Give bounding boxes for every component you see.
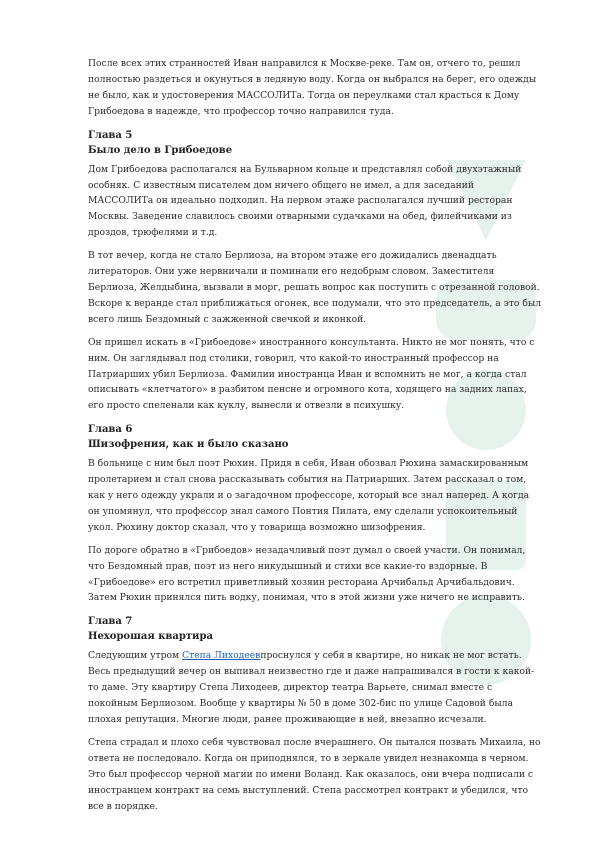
- intro-paragraph: После всех этих странностей Иван направился к Москве-реке. Там он, отчего то, решил полностью раздеться и окунуться в ледяную воду. Когда он выбрался на берег, его одежды не было, как и удостоверения МАССОЛИТа. Тогда он переулками стал красться к Дому Грибоедова в надежде, что профессор точно направился туда.: [88, 58, 537, 117]
- chapter-6-paragraph-2: По дороге обратно в «Грибоедов» незадачливый поэт думал о своей участи. Он понимал, что Бездомный прав, поэт из него никудышный и стихи все какие-то вздорные. В «Грибоедове» его встретил приветливый хозяин ресторана Арчибальд Арчибальдович. Затем Рюхин принялся пить водку, понимая, что в этой жизни уже ничего не исправить.: [88, 544, 526, 604]
- chapter-5-paragraph-1: Дом Грибоедова располагался на Бульварном кольце и представлял собой двухэтажный особняк. С известным писателем дом ничего общего не имел, а для заседаний МАССОЛИТа он идеально подходил. На первом этаже располагался лучший ресторан Москвы. Заведение славилось своими отварными судачками на обед, филейчиками из дроздов, трюфелями и т.д.: [88, 163, 522, 239]
- chapter-6-label: Глава 6: [88, 424, 133, 436]
- chapter-5-paragraph-3: Он пришел искать в «Грибоедове» иностранного консультанта. Никто не мог понять, что с ним. Он заглядывал под столики, говорил, что какой-то иностранный профессор на Патриарших убил Берлиоза. Фамилии иностранца Иван и вспомнить не мог, а когда стал описывать «клетчатого» в разбитом пенсне и огромного кота, ходящего на задних лапах, его просто спеленали как куклу, вынесли и отвезли в психушку.: [88, 336, 535, 412]
- chapter-6-title: Шизофрения, как и было сказано: [88, 439, 289, 451]
- stepa-likhodeev-link[interactable]: Степа Лиходеев: [182, 650, 261, 662]
- chapter-7-label: Глава 7: [88, 616, 133, 628]
- chapter-7-paragraph-2: Степа страдал и плохо себя чувствовал после вчерашнего. Он пытался позвать Михаила, но ответа не последовало. Когда он приподнялся, то в зеркале увидел незнакомца в черном. Это был профессор черной магии по имени Воланд. Как оказалось, они вчера подписали с иностранцем контракт на семь выступлений. Степа рассмотрел контракт и убедился, что все в порядке.: [88, 736, 541, 812]
- chapter-6-paragraph-1: В больнице с ним был поэт Рюхин. Придя в себя, Иван обозвал Рюхина замаскированным пролетарием и стал снова рассказывать события на Патриарших. Затем рассказал о том, как у него одежду украли и о загадочном профессоре, который все знал наперед. А когда он упомянул, что профессор знал самого Понтия Пилата, ему сделали успокоительный укол. Рюхину доктор сказал, что у товарища возможно шизофрения.: [88, 458, 530, 533]
- chapter-5-paragraph-2: В тот вечер, когда не стало Берлиоза, на втором этаже его дожидались двенадцать литераторов. Они уже нервничали и поминали его недобрым словом. Заместителя Берлиоза, Желдыбина, вызвали в морг, решать вопрос как поступить с отрезанной головой. Вскоре к веранде стал приближаться огонек, все подумали, что это председатель, а это был всего лишь Бездомный с зажженной свечкой и иконкой.: [88, 250, 542, 325]
- chapter-7-paragraph-1: [88, 648, 542, 728]
- chapter-7-title: Нехорошая квартира: [88, 631, 213, 643]
- chapter-5-title: Было дело в Грибоедове: [88, 144, 233, 156]
- chapter-7-paragraph-1-start: Следующим утром: [88, 650, 183, 662]
- chapter-7-paragraph-1-rest: проснулся у себя в квартире, но никак не мог встать. Весь предыдущий вечер он выпивал неизвестно где и даже напрашивался в гости к какой-то даме. Эту квартиру Степа Лиходеев, директор театра Варьете, снимал вместе с покойным Берлиозом. Вообще у квартиры № 50 в доме 302-бис по улице Садовой была плохая репутация. Многие люди, ранее проживающие в ней, внезапно исчезали.: [88, 650, 535, 725]
- chapter-5-label: Глава 5: [88, 129, 133, 141]
